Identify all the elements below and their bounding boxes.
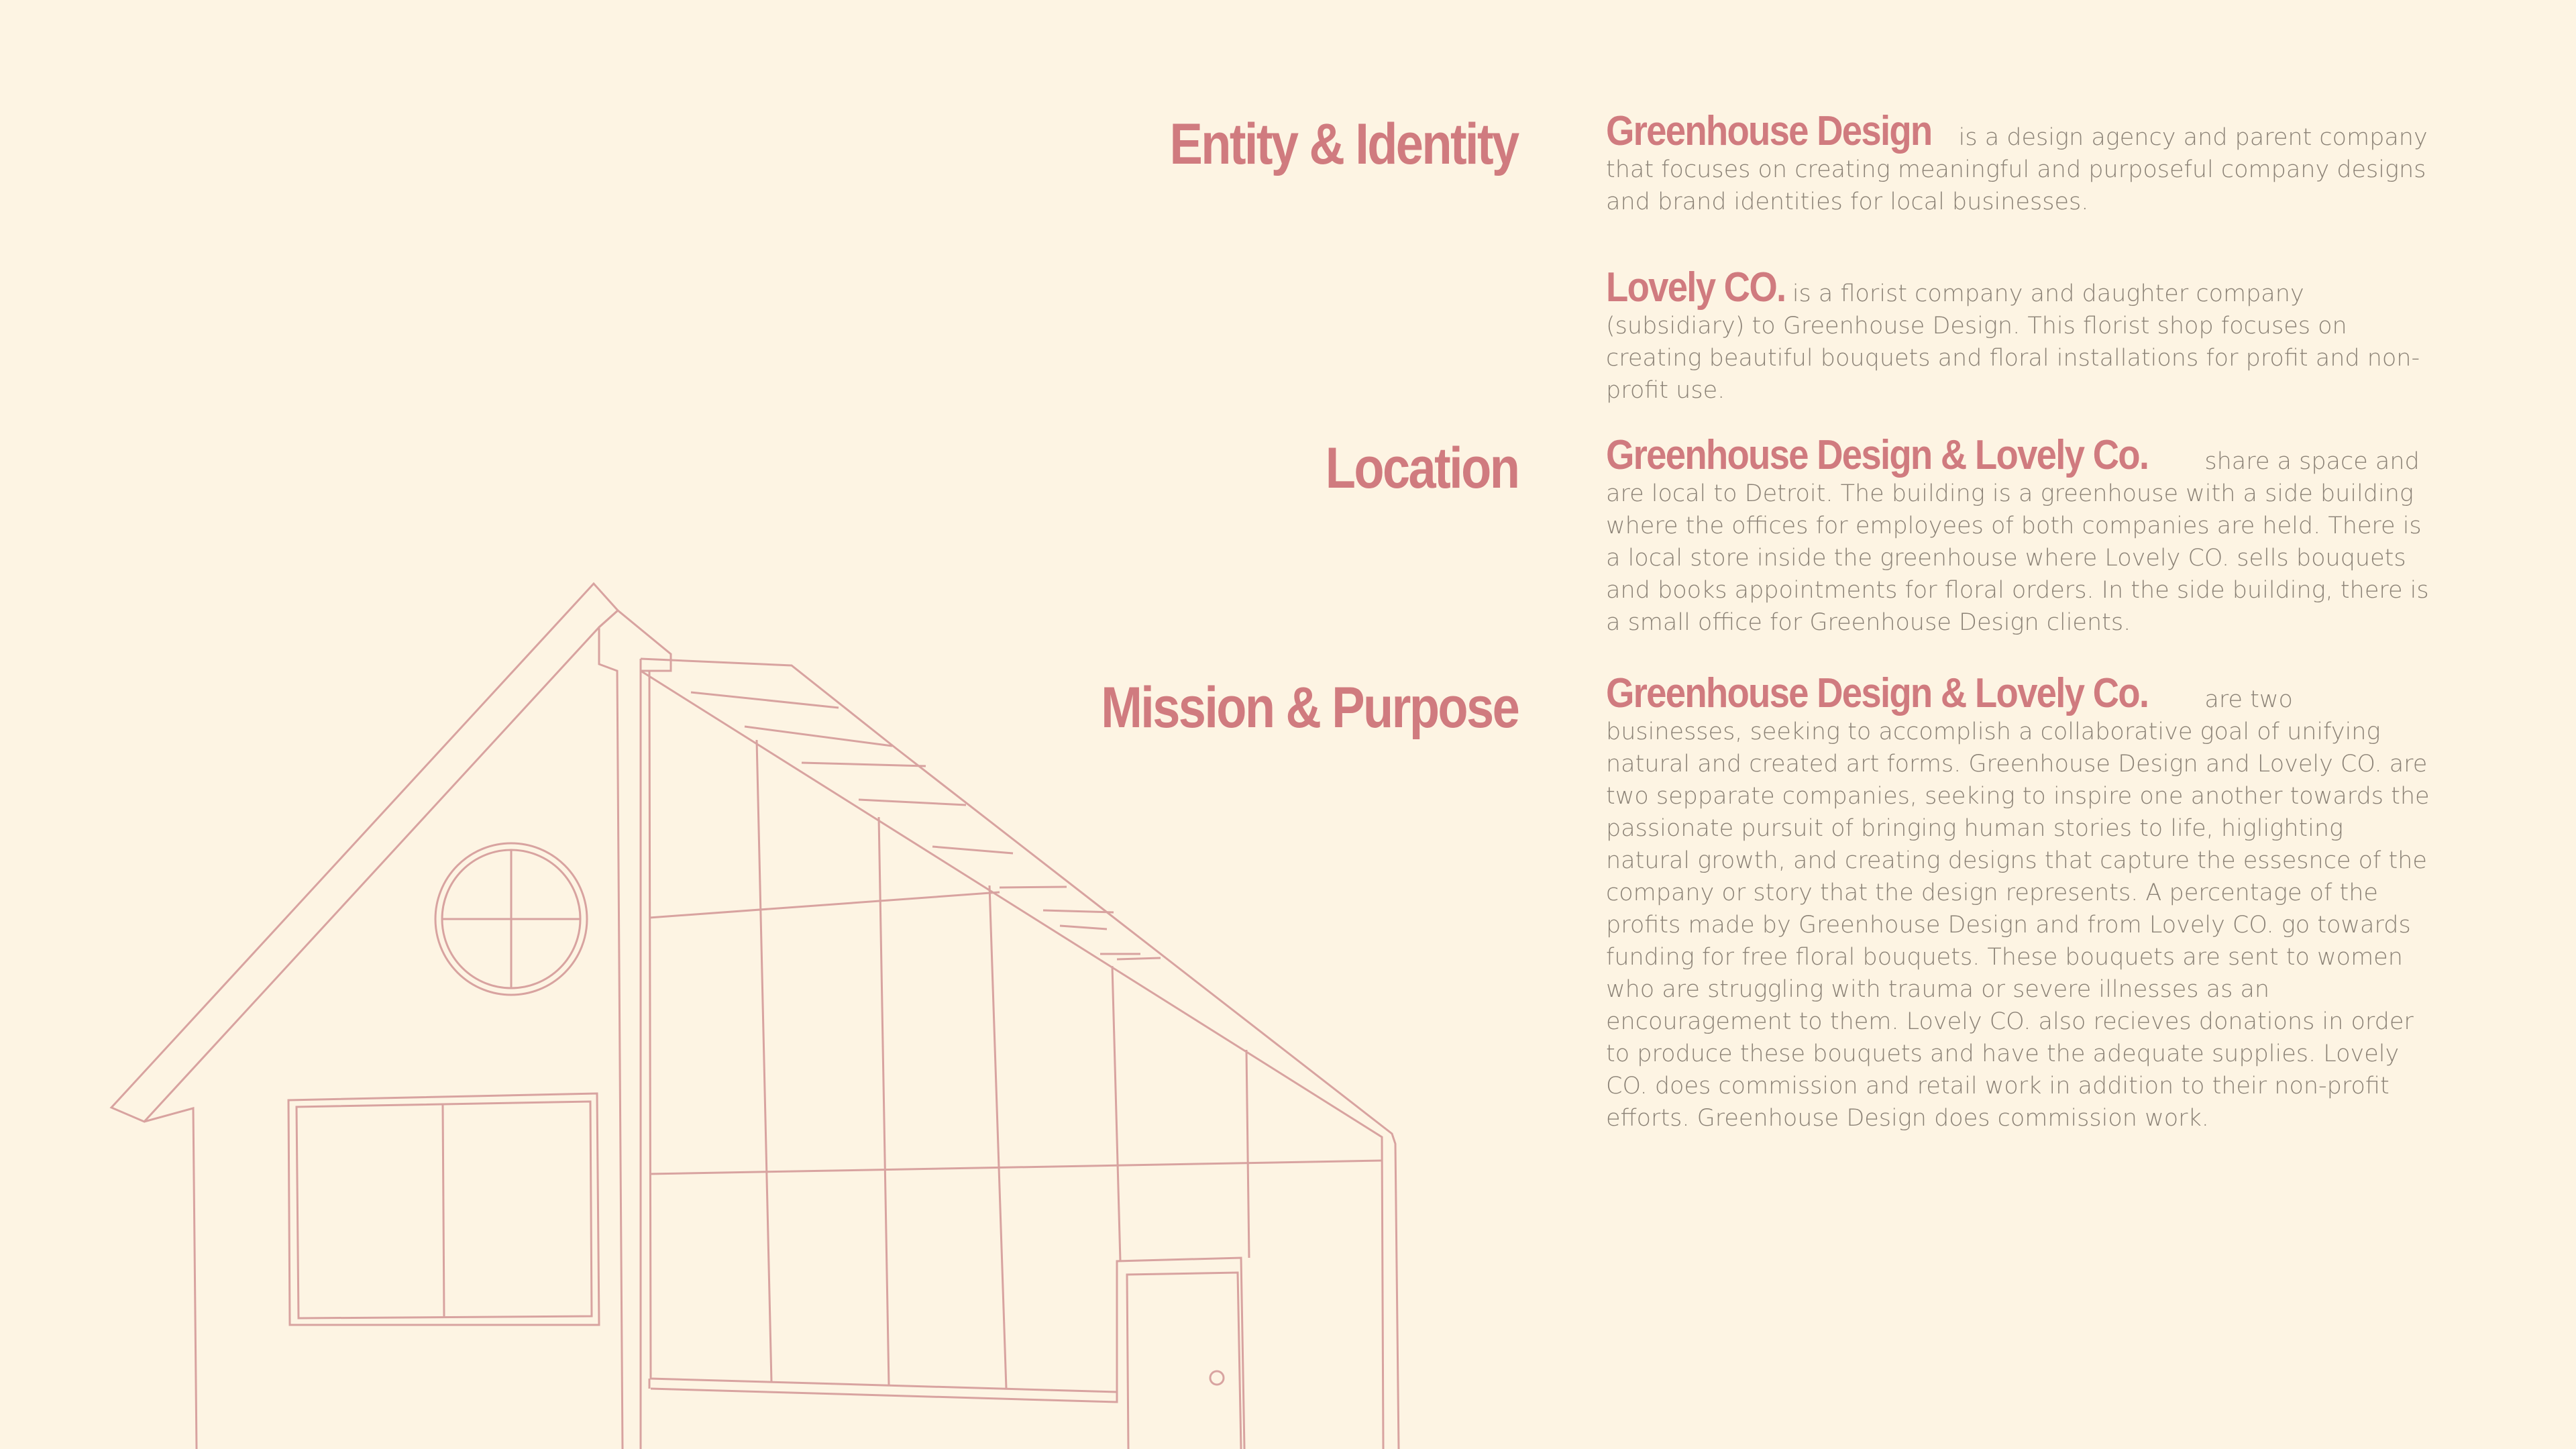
roof-ridge: [599, 610, 671, 671]
entity-paragraph-lovely: [1606, 264, 2431, 407]
door: [1127, 1273, 1241, 1449]
heading-entity-identity: Entity & Identity: [1169, 112, 1518, 176]
entity-body-greenhouse: is a design agency and parent company that focuses on creating meaningful and purposeful company designs and brand identities for local businesses.: [1606, 124, 2428, 215]
entity-body-lovely: is a florist company and daughter company (subsidiary) to Greenhouse Design. This florist shop focuses on creating beautiful bouquets and floral installations for profit and non-profit use.: [1606, 280, 2420, 404]
greenhouse-frame: [641, 659, 1399, 1449]
heading-mission-purpose: Mission & Purpose: [1101, 676, 1518, 740]
side-wall-right: [599, 627, 623, 1449]
mission-paragraph: [1606, 670, 2431, 1134]
heading-location: Location: [1325, 436, 1518, 500]
roof-outline: [111, 584, 618, 1122]
door-knob: [1210, 1371, 1224, 1385]
mission-lead: Greenhouse Design & Lovely Co.: [1606, 670, 2149, 716]
location-body: share a space and are local to Detroit. The building is a greenhouse with a side building where the offices for employees of both companies are held. There is a local store inside the greenhouse where Lovely CO. sells bouquets and books appointments for floral orders. In the side building, there is a small office for Greenhouse Design clients.: [1606, 448, 2429, 636]
entity-lead-lovely: Lovely CO.: [1606, 264, 1786, 311]
location-lead: Greenhouse Design & Lovely Co.: [1606, 432, 2149, 478]
side-wall-left: [144, 1108, 197, 1449]
location-paragraph: [1606, 432, 2431, 639]
entity-lead-greenhouse: Greenhouse Design: [1606, 108, 1932, 154]
entity-paragraph-greenhouse: [1606, 108, 2431, 218]
mission-body: are two businesses, seeking to accomplish a collaborative goal of unifying natural and created art forms. Greenhouse Design and Lovely CO. are two sepparate companies, seeking to inspire one another towards the passionate pursuit of bringing human stories to life, higlighting natural growth, and creating designs that capture the essesnce of the company or story that the design represents. A percentage of the profits made by Greenhouse Design and from Lovely CO. go towards funding for free floral bouquets. These bouquets are sent to women who are struggling with trauma or severe illnesses as an encouragement to them. Lovely CO. also recieves donations in order to produce these bouquets and have the adequate supplies. Lovely CO. does commission and retail work in addition to their non-profit efforts. Greenhouse Design does commission work.: [1606, 686, 2430, 1132]
